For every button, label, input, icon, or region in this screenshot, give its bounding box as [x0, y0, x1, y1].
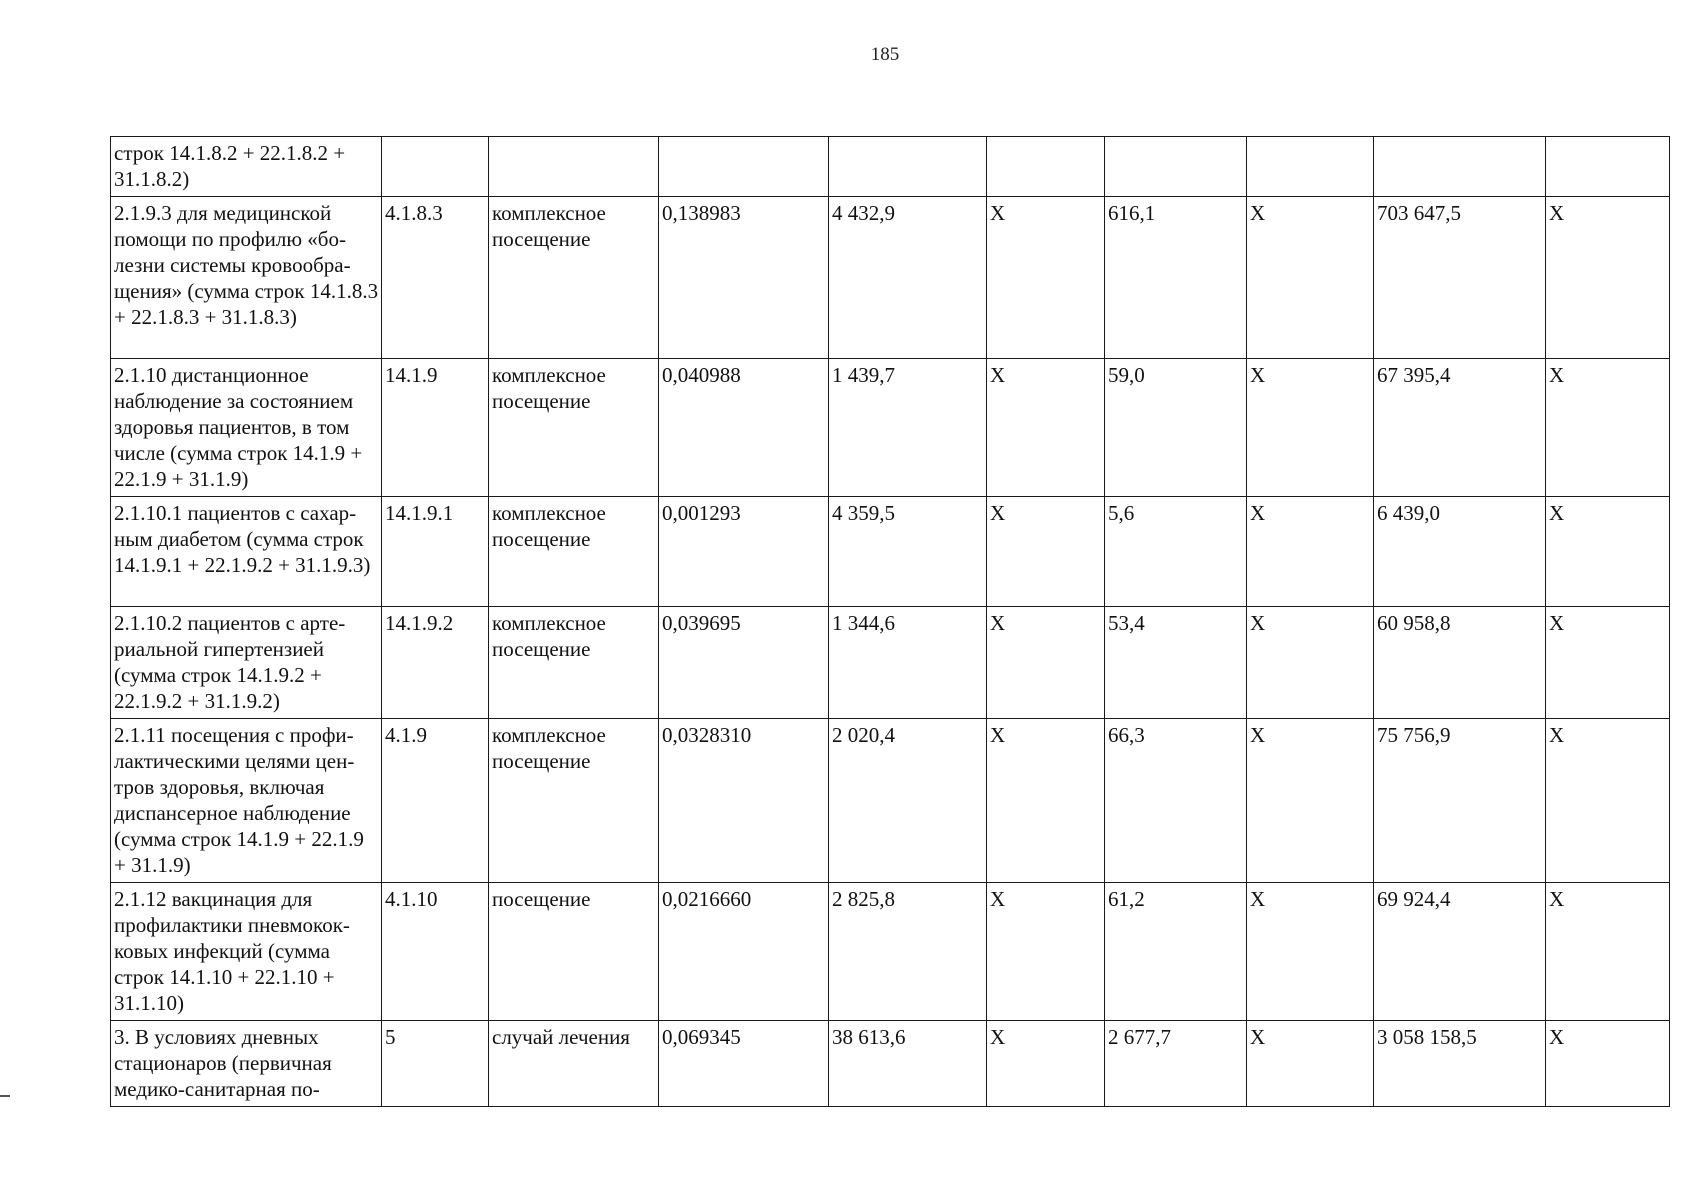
table-cell: 2.1.10.1 пациентов с сахар-ным диабетом (сумма строк 14.1.9.1 + 22.1.9.2 + 31.1.9.3)	[111, 497, 382, 607]
table-row	[111, 607, 1670, 719]
table-cell: X	[1247, 607, 1374, 719]
table-cell: 14.1.9	[382, 359, 489, 497]
table-cell: комплексное посещение	[489, 607, 659, 719]
table-cell: 4 432,9	[829, 197, 987, 359]
table-cell: 1 439,7	[829, 359, 987, 497]
table-cell: 4.1.9	[382, 719, 489, 883]
table-row	[111, 197, 1670, 359]
table-cell: 2.1.11 посещения с профи-лактическими целями цен-тров здоровья, включая диспансерное наблюдение (сумма строк 14.1.9 + 22.1.9 + 31.1.9)	[111, 719, 382, 883]
table-cell: X	[1546, 719, 1670, 883]
table-cell: 0,0328310	[659, 719, 829, 883]
table-row	[111, 883, 1670, 1021]
table-cell	[1105, 137, 1247, 197]
table-cell: X	[1247, 497, 1374, 607]
table-row	[111, 137, 1670, 197]
table-cell	[1374, 137, 1546, 197]
table-cell: X	[987, 607, 1105, 719]
table-cell: X	[987, 1021, 1105, 1107]
table-cell: 0,039695	[659, 607, 829, 719]
table-cell: 2 825,8	[829, 883, 987, 1021]
table-cell: случай лечения	[489, 1021, 659, 1107]
table-cell: X	[1546, 607, 1670, 719]
table-cell: X	[1546, 497, 1670, 607]
table-cell: 61,2	[1105, 883, 1247, 1021]
table-cell: 4.1.8.3	[382, 197, 489, 359]
table-cell: X	[1546, 197, 1670, 359]
table-cell: 4.1.10	[382, 883, 489, 1021]
table-cell: 53,4	[1105, 607, 1247, 719]
table-cell: 2.1.12 вакцинация для профилактики пневмокок-ковых инфекций (сумма строк 14.1.10 + 22.1.10 + 31.1.10)	[111, 883, 382, 1021]
table-cell: 0,069345	[659, 1021, 829, 1107]
table-cell: 59,0	[1105, 359, 1247, 497]
table-cell	[382, 137, 489, 197]
table-cell: X	[987, 719, 1105, 883]
table-cell: 67 395,4	[1374, 359, 1546, 497]
table-cell: 14.1.9.1	[382, 497, 489, 607]
table-cell: X	[1247, 883, 1374, 1021]
table-cell: X	[987, 883, 1105, 1021]
table-cell: X	[987, 197, 1105, 359]
table-cell: X	[1247, 719, 1374, 883]
table-cell: X	[1247, 197, 1374, 359]
table-cell: 2.1.9.3 для медицинской помощи по профилю «бо-лезни системы кровообра-щения» (сумма строк 14.1.8.3 + 22.1.8.3 + 31.1.8.3)	[111, 197, 382, 359]
table-cell: 4 359,5	[829, 497, 987, 607]
table-row	[111, 1021, 1670, 1107]
table-cell: 60 958,8	[1374, 607, 1546, 719]
table-cell: 66,3	[1105, 719, 1247, 883]
table-cell: 2 677,7	[1105, 1021, 1247, 1107]
table-cell: 75 756,9	[1374, 719, 1546, 883]
table-row	[111, 719, 1670, 883]
table-cell	[987, 137, 1105, 197]
table-cell: X	[987, 359, 1105, 497]
table-cell: 6 439,0	[1374, 497, 1546, 607]
table-cell: 69 924,4	[1374, 883, 1546, 1021]
table-cell	[489, 137, 659, 197]
table-row	[111, 359, 1670, 497]
table-cell: 2.1.10.2 пациентов с арте-риальной гипертензией (сумма строк 14.1.9.2 + 22.1.9.2 + 31.1.9.2)	[111, 607, 382, 719]
table-cell: 3 058 158,5	[1374, 1021, 1546, 1107]
table-cell: комплексное посещение	[489, 719, 659, 883]
margin-mark	[0, 1095, 10, 1097]
table-cell: X	[1247, 1021, 1374, 1107]
table-cell: 0,0216660	[659, 883, 829, 1021]
table-row	[111, 497, 1670, 607]
table-cell: строк 14.1.8.2 + 22.1.8.2 + 31.1.8.2)	[111, 137, 382, 197]
table-cell: X	[1247, 359, 1374, 497]
table-cell: 38 613,6	[829, 1021, 987, 1107]
table-cell	[1546, 137, 1670, 197]
table-cell: 2.1.10 дистанционное наблюдение за состоянием здоровья пациентов, в том числе (сумма строк 14.1.9 + 22.1.9 + 31.1.9)	[111, 359, 382, 497]
table-cell: 2 020,4	[829, 719, 987, 883]
table-cell	[829, 137, 987, 197]
table-cell: 0,040988	[659, 359, 829, 497]
table-cell: X	[1546, 883, 1670, 1021]
table-cell: 3. В условиях дневных стационаров (первичная медико-санитарная по-	[111, 1021, 382, 1107]
data-table	[110, 136, 1670, 1107]
page-number: 185	[870, 44, 900, 65]
table-cell: X	[1546, 359, 1670, 497]
table-cell: 5	[382, 1021, 489, 1107]
table-cell: посещение	[489, 883, 659, 1021]
table-cell: 0,138983	[659, 197, 829, 359]
table-cell: 616,1	[1105, 197, 1247, 359]
table-cell	[659, 137, 829, 197]
table-cell: комплексное посещение	[489, 359, 659, 497]
table-cell: 1 344,6	[829, 607, 987, 719]
table-cell: X	[1546, 1021, 1670, 1107]
table-cell: 5,6	[1105, 497, 1247, 607]
table-cell: 703 647,5	[1374, 197, 1546, 359]
table-cell: 0,001293	[659, 497, 829, 607]
table-cell: комплексное посещение	[489, 197, 659, 359]
table-cell	[1247, 137, 1374, 197]
table-cell: 14.1.9.2	[382, 607, 489, 719]
table-cell: X	[987, 497, 1105, 607]
table-cell: комплексное посещение	[489, 497, 659, 607]
